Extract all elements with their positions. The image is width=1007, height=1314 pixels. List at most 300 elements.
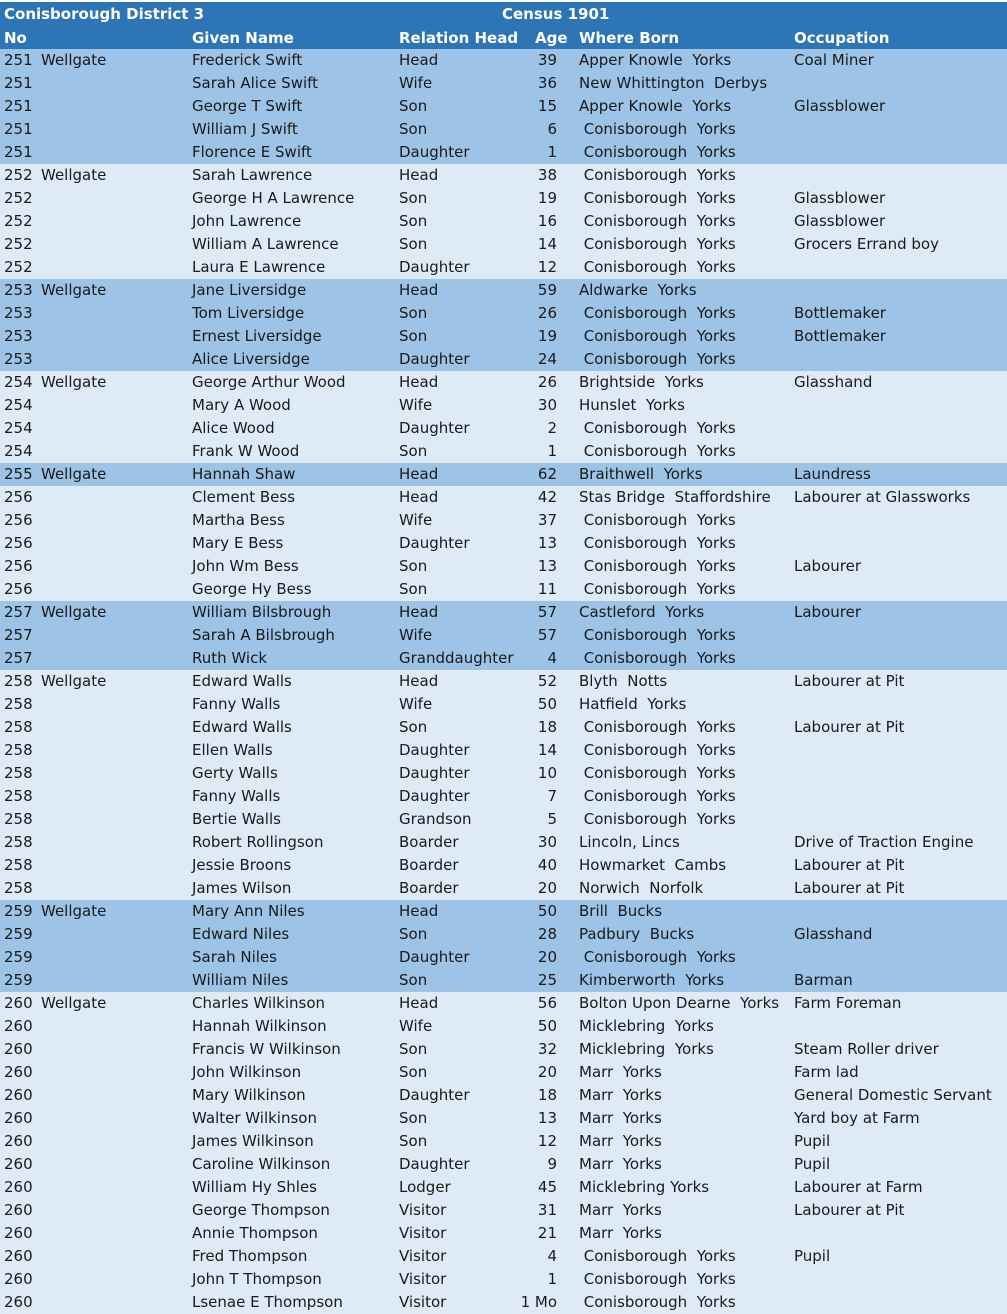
table-row[interactable]: [0, 348, 1007, 371]
column-header-row: [0, 26, 1007, 49]
cell-age: 6: [547, 120, 557, 138]
cell-given-name: Sarah A Bilsbrough: [192, 626, 335, 644]
table-row[interactable]: [0, 1061, 1007, 1084]
cell-occupation: Labourer at Pit: [794, 672, 905, 690]
cell-street: Wellgate: [41, 465, 107, 483]
table-row[interactable]: [0, 1084, 1007, 1107]
cell-where-born: Conisborough Yorks: [579, 419, 736, 437]
cell-occupation: Laundress: [794, 465, 871, 483]
header-no[interactable]: No: [4, 29, 27, 47]
cell-where-born: Conisborough Yorks: [579, 442, 736, 460]
cell-no: 253: [4, 327, 33, 345]
cell-no: 256: [4, 557, 33, 575]
table-row[interactable]: [0, 1199, 1007, 1222]
cell-occupation: Labourer at Glassworks: [794, 488, 971, 506]
cell-given-name: Alice Liversidge: [192, 350, 310, 368]
cell-relation: Visitor: [399, 1201, 447, 1219]
cell-occupation: Labourer at Pit: [794, 856, 905, 874]
cell-relation: Daughter: [399, 741, 470, 759]
cell-given-name: Alice Wood: [192, 419, 275, 437]
cell-where-born: Kimberworth Yorks: [579, 971, 725, 989]
table-row[interactable]: [0, 578, 1007, 601]
cell-given-name: Hannah Shaw: [192, 465, 296, 483]
cell-occupation: Glassblower: [794, 212, 886, 230]
cell-where-born: Micklebring Yorks: [579, 1178, 710, 1196]
table-row[interactable]: [0, 417, 1007, 440]
cell-street: Wellgate: [41, 603, 107, 621]
cell-where-born: Conisborough Yorks: [579, 764, 736, 782]
cell-age: 39: [537, 51, 557, 69]
cell-relation: Wife: [399, 695, 433, 713]
cell-no: 259: [4, 948, 33, 966]
cell-age: 37: [537, 511, 557, 529]
cell-no: 258: [4, 856, 33, 874]
cell-no: 257: [4, 626, 33, 644]
cell-relation: Son: [399, 120, 428, 138]
cell-age: 19: [537, 327, 557, 345]
cell-given-name: Mary Wilkinson: [192, 1086, 306, 1104]
census-title: Census 1901: [502, 5, 610, 23]
cell-no: 251: [4, 97, 33, 115]
cell-relation: Son: [399, 1063, 428, 1081]
cell-relation: Daughter: [399, 764, 470, 782]
cell-relation: Son: [399, 327, 428, 345]
cell-relation: Son: [399, 925, 428, 943]
table-row[interactable]: [0, 72, 1007, 95]
cell-no: 258: [4, 764, 33, 782]
cell-relation: Boarder: [399, 879, 459, 897]
table-row[interactable]: [0, 1222, 1007, 1245]
cell-relation: Wife: [399, 511, 433, 529]
cell-relation: Daughter: [399, 350, 470, 368]
cell-where-born: Conisborough Yorks: [579, 810, 736, 828]
cell-age: 18: [537, 718, 557, 736]
cell-no: 260: [4, 1178, 33, 1196]
cell-where-born: Conisborough Yorks: [579, 557, 736, 575]
cell-given-name: Francis W Wilkinson: [192, 1040, 341, 1058]
cell-relation: Visitor: [399, 1293, 447, 1311]
cell-occupation: Pupil: [794, 1247, 831, 1265]
cell-given-name: John Wilkinson: [192, 1063, 302, 1081]
cell-age: 25: [537, 971, 557, 989]
table-row[interactable]: [0, 1176, 1007, 1199]
table-row[interactable]: [0, 923, 1007, 946]
header-given-name[interactable]: Given Name: [192, 29, 294, 47]
cell-relation: Son: [399, 718, 428, 736]
cell-occupation: General Domestic Servant: [794, 1086, 992, 1104]
cell-where-born: Conisborough Yorks: [579, 534, 736, 552]
cell-occupation: Farm lad: [794, 1063, 859, 1081]
cell-given-name: Sarah Lawrence: [192, 166, 313, 184]
table-row[interactable]: [0, 808, 1007, 831]
cell-no: 259: [4, 902, 33, 920]
cell-age: 1: [547, 143, 557, 161]
table-row[interactable]: [0, 141, 1007, 164]
cell-given-name: Bertie Walls: [192, 810, 281, 828]
cell-where-born: Braithwell Yorks: [579, 465, 703, 483]
table-row[interactable]: [0, 555, 1007, 578]
cell-where-born: Conisborough Yorks: [579, 948, 736, 966]
table-row[interactable]: [0, 486, 1007, 509]
table-row[interactable]: [0, 532, 1007, 555]
district-title: Conisborough District 3: [4, 5, 205, 23]
cell-age: 42: [537, 488, 557, 506]
cell-no: 252: [4, 235, 33, 253]
census-table-body: [0, 49, 1007, 1314]
cell-age: 28: [537, 925, 557, 943]
cell-given-name: William Bilsbrough: [192, 603, 332, 621]
table-row[interactable]: [0, 1130, 1007, 1153]
table-row[interactable]: [0, 118, 1007, 141]
cell-no: 260: [4, 994, 33, 1012]
cell-relation: Head: [399, 166, 439, 184]
cell-relation: Son: [399, 235, 428, 253]
cell-relation: Visitor: [399, 1247, 447, 1265]
cell-relation: Head: [399, 51, 439, 69]
cell-occupation: Barman: [794, 971, 853, 989]
cell-where-born: Conisborough Yorks: [579, 741, 736, 759]
cell-given-name: Edward Walls: [192, 672, 292, 690]
cell-given-name: George Thompson: [192, 1201, 330, 1219]
cell-given-name: John Lawrence: [192, 212, 302, 230]
table-row[interactable]: [0, 647, 1007, 670]
cell-where-born: Conisborough Yorks: [579, 1293, 736, 1311]
table-row[interactable]: [0, 164, 1007, 187]
cell-relation: Son: [399, 1109, 428, 1127]
table-row[interactable]: [0, 1038, 1007, 1061]
cell-age: 57: [537, 626, 557, 644]
table-row[interactable]: [0, 1245, 1007, 1268]
cell-street: Wellgate: [41, 373, 107, 391]
table-row[interactable]: [0, 969, 1007, 992]
table-row[interactable]: [0, 187, 1007, 210]
cell-occupation: Steam Roller driver: [794, 1040, 939, 1058]
cell-relation: Head: [399, 488, 439, 506]
table-row[interactable]: [0, 1015, 1007, 1038]
cell-where-born: Padbury Bucks: [579, 925, 695, 943]
cell-relation: Wife: [399, 74, 433, 92]
cell-where-born: Conisborough Yorks: [579, 235, 736, 253]
table-row[interactable]: [0, 762, 1007, 785]
cell-given-name: Mary Ann Niles: [192, 902, 305, 920]
cell-no: 258: [4, 879, 33, 897]
cell-no: 260: [4, 1132, 33, 1150]
cell-where-born: Marr Yorks: [579, 1086, 662, 1104]
cell-where-born: Apper Knowle Yorks: [579, 51, 732, 69]
cell-given-name: Hannah Wilkinson: [192, 1017, 327, 1035]
cell-relation: Daughter: [399, 258, 470, 276]
cell-age: 5: [547, 810, 557, 828]
cell-age: 59: [537, 281, 557, 299]
cell-age: 12: [537, 1132, 557, 1150]
cell-age: 7: [547, 787, 557, 805]
cell-where-born: Brill Bucks: [579, 902, 663, 920]
cell-relation: Son: [399, 212, 428, 230]
cell-no: 260: [4, 1247, 33, 1265]
table-row[interactable]: [0, 601, 1007, 624]
cell-no: 253: [4, 281, 33, 299]
cell-where-born: Apper Knowle Yorks: [579, 97, 732, 115]
table-row[interactable]: [0, 624, 1007, 647]
table-row[interactable]: [0, 509, 1007, 532]
cell-relation: Daughter: [399, 1086, 470, 1104]
cell-occupation: Labourer at Pit: [794, 718, 905, 736]
cell-occupation: Yard boy at Farm: [794, 1109, 920, 1127]
table-row[interactable]: [0, 371, 1007, 394]
cell-relation: Boarder: [399, 856, 459, 874]
cell-no: 258: [4, 695, 33, 713]
cell-no: 258: [4, 718, 33, 736]
cell-no: 260: [4, 1017, 33, 1035]
cell-age: 62: [537, 465, 557, 483]
cell-relation: Visitor: [399, 1224, 447, 1242]
cell-occupation: Labourer: [794, 603, 861, 621]
cell-relation: Grandson: [399, 810, 472, 828]
cell-no: 252: [4, 166, 33, 184]
cell-given-name: John T Thompson: [192, 1270, 322, 1288]
cell-where-born: Conisborough Yorks: [579, 718, 736, 736]
cell-no: 260: [4, 1063, 33, 1081]
cell-age: 50: [537, 695, 557, 713]
table-row[interactable]: [0, 992, 1007, 1015]
cell-given-name: Fanny Walls: [192, 787, 281, 805]
table-row[interactable]: [0, 210, 1007, 233]
cell-given-name: Fanny Walls: [192, 695, 281, 713]
table-row[interactable]: [0, 279, 1007, 302]
table-row[interactable]: [0, 900, 1007, 923]
table-row[interactable]: [0, 693, 1007, 716]
cell-no: 253: [4, 304, 33, 322]
cell-relation: Daughter: [399, 1155, 470, 1173]
cell-given-name: Laura E Lawrence: [192, 258, 326, 276]
cell-given-name: James Wilson: [192, 879, 292, 897]
cell-no: 257: [4, 649, 33, 667]
table-row[interactable]: [0, 325, 1007, 348]
cell-relation: Head: [399, 465, 439, 483]
cell-relation: Son: [399, 1132, 428, 1150]
cell-where-born: Stas Bridge Staffordshire: [579, 488, 771, 506]
cell-age: 1: [547, 1270, 557, 1288]
cell-occupation: Glasshand: [794, 925, 873, 943]
cell-occupation: Farm Foreman: [794, 994, 902, 1012]
cell-occupation: Labourer at Pit: [794, 879, 905, 897]
header-occupation[interactable]: Occupation: [794, 29, 890, 47]
cell-occupation: Grocers Errand boy: [794, 235, 939, 253]
cell-relation: Daughter: [399, 419, 470, 437]
cell-occupation: Labourer at Farm: [794, 1178, 923, 1196]
cell-where-born: Norwich Norfolk: [579, 879, 704, 897]
cell-given-name: Edward Walls: [192, 718, 292, 736]
cell-age: 30: [537, 833, 557, 851]
cell-no: 259: [4, 971, 33, 989]
cell-no: 260: [4, 1086, 33, 1104]
cell-relation: Son: [399, 97, 428, 115]
cell-age: 18: [537, 1086, 557, 1104]
table-row[interactable]: [0, 1153, 1007, 1176]
cell-where-born: Micklebring Yorks: [579, 1017, 714, 1035]
cell-age: 9: [547, 1155, 557, 1173]
cell-occupation: Bottlemaker: [794, 327, 886, 345]
cell-street: Wellgate: [41, 672, 107, 690]
cell-given-name: Martha Bess: [192, 511, 285, 529]
cell-where-born: Conisborough Yorks: [579, 143, 736, 161]
cell-where-born: Conisborough Yorks: [579, 580, 736, 598]
cell-given-name: William Hy Shles: [192, 1178, 317, 1196]
cell-no: 255: [4, 465, 33, 483]
cell-age: 40: [537, 856, 557, 874]
table-row[interactable]: [0, 716, 1007, 739]
cell-where-born: Bolton Upon Dearne Yorks: [579, 994, 780, 1012]
cell-where-born: Hatfield Yorks: [579, 695, 687, 713]
cell-relation: Daughter: [399, 143, 470, 161]
cell-age: 4: [547, 649, 557, 667]
table-row[interactable]: [0, 1291, 1007, 1314]
cell-relation: Visitor: [399, 1270, 447, 1288]
cell-occupation: Labourer at Pit: [794, 1201, 905, 1219]
cell-no: 256: [4, 488, 33, 506]
cell-no: 257: [4, 603, 33, 621]
cell-age: 45: [537, 1178, 557, 1196]
table-row[interactable]: [0, 256, 1007, 279]
cell-relation: Head: [399, 603, 439, 621]
cell-no: 260: [4, 1224, 33, 1242]
cell-where-born: Micklebring Yorks: [579, 1040, 714, 1058]
cell-occupation: Labourer: [794, 557, 861, 575]
cell-age: 13: [537, 557, 557, 575]
cell-relation: Wife: [399, 626, 433, 644]
cell-no: 251: [4, 120, 33, 138]
cell-age: 2: [547, 419, 557, 437]
table-row[interactable]: [0, 877, 1007, 900]
cell-where-born: Conisborough Yorks: [579, 166, 736, 184]
cell-no: 251: [4, 74, 33, 92]
cell-no: 258: [4, 810, 33, 828]
cell-street: Wellgate: [41, 281, 107, 299]
cell-no: 258: [4, 787, 33, 805]
cell-where-born: Lincoln, Lincs: [579, 833, 680, 851]
cell-no: 258: [4, 833, 33, 851]
cell-street: Wellgate: [41, 994, 107, 1012]
cell-age: 32: [537, 1040, 557, 1058]
cell-where-born: Conisborough Yorks: [579, 189, 736, 207]
cell-where-born: Marr Yorks: [579, 1132, 662, 1150]
cell-occupation: Coal Miner: [794, 51, 874, 69]
cell-given-name: George Hy Bess: [192, 580, 312, 598]
cell-age: 50: [537, 1017, 557, 1035]
cell-given-name: William A Lawrence: [192, 235, 339, 253]
cell-given-name: Sarah Niles: [192, 948, 277, 966]
cell-relation: Head: [399, 373, 439, 391]
cell-no: 254: [4, 442, 33, 460]
cell-given-name: Florence E Swift: [192, 143, 312, 161]
header-where-born[interactable]: Where Born: [579, 29, 680, 47]
cell-relation: Son: [399, 580, 428, 598]
cell-relation: Daughter: [399, 534, 470, 552]
cell-no: 256: [4, 580, 33, 598]
cell-no: 251: [4, 51, 33, 69]
cell-where-born: Conisborough Yorks: [579, 212, 736, 230]
cell-relation: Son: [399, 189, 428, 207]
header-age[interactable]: Age: [535, 29, 568, 47]
cell-age: 20: [537, 948, 557, 966]
table-row[interactable]: [0, 1268, 1007, 1291]
cell-no: 253: [4, 350, 33, 368]
cell-given-name: William J Swift: [192, 120, 298, 138]
table-row[interactable]: [0, 302, 1007, 325]
cell-given-name: Tom Liversidge: [192, 304, 305, 322]
header-relation[interactable]: Relation Head: [399, 29, 519, 47]
cell-given-name: William Niles: [192, 971, 289, 989]
cell-no: 252: [4, 189, 33, 207]
cell-no: 260: [4, 1270, 33, 1288]
table-row[interactable]: [0, 854, 1007, 877]
cell-given-name: Jessie Broons: [192, 856, 292, 874]
cell-age: 13: [537, 1109, 557, 1127]
table-row[interactable]: [0, 785, 1007, 808]
cell-age: 4: [547, 1247, 557, 1265]
cell-where-born: Marr Yorks: [579, 1109, 662, 1127]
cell-age: 26: [537, 373, 557, 391]
table-row[interactable]: [0, 739, 1007, 762]
cell-street: Wellgate: [41, 166, 107, 184]
cell-age: 10: [537, 764, 557, 782]
cell-age: 38: [537, 166, 557, 184]
cell-where-born: Brightside Yorks: [579, 373, 704, 391]
table-row[interactable]: [0, 1107, 1007, 1130]
table-row[interactable]: [0, 233, 1007, 256]
cell-where-born: Conisborough Yorks: [579, 626, 736, 644]
cell-where-born: Conisborough Yorks: [579, 258, 736, 276]
cell-relation: Son: [399, 971, 428, 989]
cell-no: 258: [4, 672, 33, 690]
cell-age: 11: [537, 580, 557, 598]
cell-where-born: Conisborough Yorks: [579, 304, 736, 322]
table-row[interactable]: [0, 670, 1007, 693]
cell-relation: Granddaughter: [399, 649, 514, 667]
cell-given-name: George Arthur Wood: [192, 373, 346, 391]
cell-relation: Son: [399, 442, 428, 460]
cell-relation: Head: [399, 281, 439, 299]
cell-relation: Wife: [399, 396, 433, 414]
cell-no: 256: [4, 511, 33, 529]
cell-street: Wellgate: [41, 51, 107, 69]
cell-occupation: Pupil: [794, 1155, 831, 1173]
cell-where-born: New Whittington Derbys: [579, 74, 768, 92]
cell-where-born: Conisborough Yorks: [579, 350, 736, 368]
cell-where-born: Hunslet Yorks: [579, 396, 685, 414]
cell-age: 13: [537, 534, 557, 552]
cell-age: 26: [537, 304, 557, 322]
table-row[interactable]: [0, 440, 1007, 463]
table-row[interactable]: [0, 831, 1007, 854]
cell-street: Wellgate: [41, 902, 107, 920]
table-row[interactable]: [0, 95, 1007, 118]
table-row[interactable]: [0, 49, 1007, 72]
table-row[interactable]: [0, 394, 1007, 417]
cell-relation: Wife: [399, 1017, 433, 1035]
table-row[interactable]: [0, 946, 1007, 969]
cell-where-born: Marr Yorks: [579, 1224, 662, 1242]
title-row: [0, 2, 1007, 26]
cell-given-name: Mary E Bess: [192, 534, 284, 552]
cell-given-name: Fred Thompson: [192, 1247, 308, 1265]
cell-no: 260: [4, 1155, 33, 1173]
cell-given-name: Jane Liversidge: [192, 281, 307, 299]
cell-where-born: Conisborough Yorks: [579, 649, 736, 667]
cell-where-born: Blyth Notts: [579, 672, 668, 690]
cell-where-born: Conisborough Yorks: [579, 120, 736, 138]
table-row[interactable]: [0, 463, 1007, 486]
